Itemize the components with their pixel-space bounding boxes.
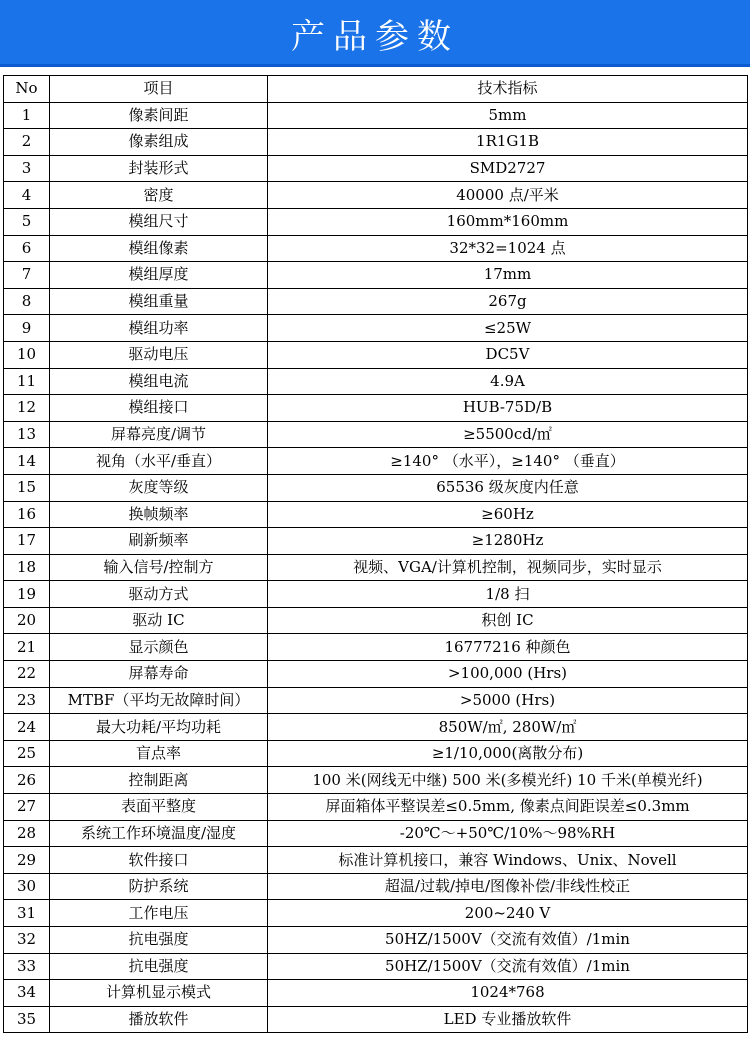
table-row [4, 687, 748, 714]
row-number: 2 [4, 129, 50, 156]
row-spec: 标准计算机接口，兼容 Windows、Unix、Novell [268, 847, 748, 874]
header-banner [0, 0, 750, 67]
row-item: 最大功耗/平均功耗 [50, 714, 268, 741]
row-number: 28 [4, 820, 50, 847]
row-spec: 200~240 V [268, 900, 748, 927]
row-item: 模组功率 [50, 315, 268, 342]
row-number: 4 [4, 182, 50, 209]
row-item: 显示颜色 [50, 634, 268, 661]
row-spec: 65536 级灰度内任意 [268, 474, 748, 501]
row-item: 模组尺寸 [50, 208, 268, 235]
row-spec: DC5V [268, 341, 748, 368]
row-spec: ≥60Hz [268, 501, 748, 528]
row-number: 27 [4, 794, 50, 821]
row-spec: 4.9A [268, 368, 748, 395]
row-item: 驱动方式 [50, 581, 268, 608]
row-number: 3 [4, 155, 50, 182]
row-spec: LED 专业播放软件 [268, 1006, 748, 1033]
row-item: 播放软件 [50, 1006, 268, 1033]
row-item: 封装形式 [50, 155, 268, 182]
row-number: 22 [4, 661, 50, 688]
row-number: 32 [4, 927, 50, 954]
row-item: 防护系统 [50, 873, 268, 900]
table-row [4, 208, 748, 235]
table-row [4, 262, 748, 289]
row-spec: 160mm*160mm [268, 208, 748, 235]
row-number: 15 [4, 474, 50, 501]
row-item: 模组电流 [50, 368, 268, 395]
row-item: 输入信号/控制方 [50, 554, 268, 581]
row-spec: 视频、VGA/计算机控制，视频同步，实时显示 [268, 554, 748, 581]
row-item: 表面平整度 [50, 794, 268, 821]
row-spec: 32*32=1024 点 [268, 235, 748, 262]
row-spec: 40000 点/平米 [268, 182, 748, 209]
table-row [4, 607, 748, 634]
row-number: 10 [4, 341, 50, 368]
row-number: 19 [4, 581, 50, 608]
row-number: 33 [4, 953, 50, 980]
row-item: 屏幕亮度/调节 [50, 421, 268, 448]
row-item: 控制距离 [50, 767, 268, 794]
row-spec: 超温/过载/掉电/图像补偿/非线性校正 [268, 873, 748, 900]
row-spec: HUB-75D/B [268, 395, 748, 422]
row-number: 21 [4, 634, 50, 661]
row-spec: 5mm [268, 102, 748, 129]
row-spec: 1R1G1B [268, 129, 748, 156]
row-number: 31 [4, 900, 50, 927]
row-item: 屏幕寿命 [50, 661, 268, 688]
table-row [4, 953, 748, 980]
row-item: 计算机显示模式 [50, 980, 268, 1007]
row-item: 模组像素 [50, 235, 268, 262]
table-row [4, 581, 748, 608]
table-row [4, 368, 748, 395]
row-number: 5 [4, 208, 50, 235]
row-spec: 50HZ/1500V（交流有效值）/1min [268, 953, 748, 980]
row-spec: ≥140° （水平），≥140° （垂直） [268, 448, 748, 475]
row-number: 30 [4, 873, 50, 900]
row-item: 系统工作环境温度/湿度 [50, 820, 268, 847]
table-row [4, 182, 748, 209]
row-item: 抗电强度 [50, 927, 268, 954]
table-row [4, 873, 748, 900]
table-row [4, 661, 748, 688]
header-no: No [4, 76, 50, 103]
row-number: 8 [4, 288, 50, 315]
row-number: 1 [4, 102, 50, 129]
row-spec: ≥5500cd/㎡ [268, 421, 748, 448]
row-number: 24 [4, 714, 50, 741]
row-number: 6 [4, 235, 50, 262]
row-number: 13 [4, 421, 50, 448]
table-body [4, 102, 748, 1033]
table-row [4, 794, 748, 821]
table-row [4, 501, 748, 528]
row-spec: 屏面箱体平整误差≤0.5mm, 像素点间距误差≤0.3mm [268, 794, 748, 821]
row-spec: 积创 IC [268, 607, 748, 634]
row-item: 模组重量 [50, 288, 268, 315]
table-row [4, 474, 748, 501]
page-title: 产品参数 [291, 17, 459, 57]
table-row [4, 714, 748, 741]
row-number: 34 [4, 980, 50, 1007]
row-spec: -20℃～+50℃/10%～98%RH [268, 820, 748, 847]
row-number: 9 [4, 315, 50, 342]
spec-table [3, 75, 748, 1033]
row-number: 17 [4, 528, 50, 555]
table-row [4, 980, 748, 1007]
header-spec: 技术指标 [268, 76, 748, 103]
table-row [4, 235, 748, 262]
row-spec: >5000 (Hrs) [268, 687, 748, 714]
row-spec: 17mm [268, 262, 748, 289]
row-item: 模组接口 [50, 395, 268, 422]
row-spec: SMD2727 [268, 155, 748, 182]
row-number: 35 [4, 1006, 50, 1033]
row-spec: 1/8 扫 [268, 581, 748, 608]
row-item: 灰度等级 [50, 474, 268, 501]
row-item: 模组厚度 [50, 262, 268, 289]
row-number: 18 [4, 554, 50, 581]
table-row [4, 102, 748, 129]
table-row [4, 767, 748, 794]
row-item: 密度 [50, 182, 268, 209]
row-spec: 267g [268, 288, 748, 315]
row-spec: ≥1280Hz [268, 528, 748, 555]
row-item: MTBF（平均无故障时间） [50, 687, 268, 714]
table-row [4, 315, 748, 342]
table-row [4, 927, 748, 954]
row-spec: 50HZ/1500V（交流有效值）/1min [268, 927, 748, 954]
table-row [4, 395, 748, 422]
table-row [4, 900, 748, 927]
row-spec: 100 米(网线无中继) 500 米(多模光纤) 10 千米(单模光纤) [268, 767, 748, 794]
row-spec: ≤25W [268, 315, 748, 342]
row-item: 驱动 IC [50, 607, 268, 634]
row-number: 16 [4, 501, 50, 528]
row-spec: >100,000 (Hrs) [268, 661, 748, 688]
row-number: 25 [4, 740, 50, 767]
table-row [4, 448, 748, 475]
row-item: 驱动电压 [50, 341, 268, 368]
row-spec: 1024*768 [268, 980, 748, 1007]
table-row [4, 288, 748, 315]
row-number: 11 [4, 368, 50, 395]
row-number: 20 [4, 607, 50, 634]
row-item: 换帧频率 [50, 501, 268, 528]
row-number: 14 [4, 448, 50, 475]
row-number: 7 [4, 262, 50, 289]
row-item: 像素间距 [50, 102, 268, 129]
row-item: 软件接口 [50, 847, 268, 874]
table-row [4, 554, 748, 581]
table-row [4, 421, 748, 448]
row-number: 29 [4, 847, 50, 874]
row-number: 12 [4, 395, 50, 422]
table-row [4, 1006, 748, 1033]
row-number: 26 [4, 767, 50, 794]
table-row [4, 155, 748, 182]
row-spec: 850W/㎡, 280W/㎡ [268, 714, 748, 741]
row-spec: ≥1/10,000(离散分布) [268, 740, 748, 767]
header-item: 项目 [50, 76, 268, 103]
table-row [4, 847, 748, 874]
row-item: 刷新频率 [50, 528, 268, 555]
table-row [4, 740, 748, 767]
row-item: 工作电压 [50, 900, 268, 927]
row-item: 视角（水平/垂直） [50, 448, 268, 475]
table-header-row [4, 76, 748, 103]
row-number: 23 [4, 687, 50, 714]
table-row [4, 129, 748, 156]
row-item: 盲点率 [50, 740, 268, 767]
table-row [4, 341, 748, 368]
banner-divider [0, 64, 750, 67]
row-spec: 16777216 种颜色 [268, 634, 748, 661]
table-row [4, 820, 748, 847]
table-row [4, 634, 748, 661]
table-row [4, 528, 748, 555]
row-item: 像素组成 [50, 129, 268, 156]
row-item: 抗电强度 [50, 953, 268, 980]
